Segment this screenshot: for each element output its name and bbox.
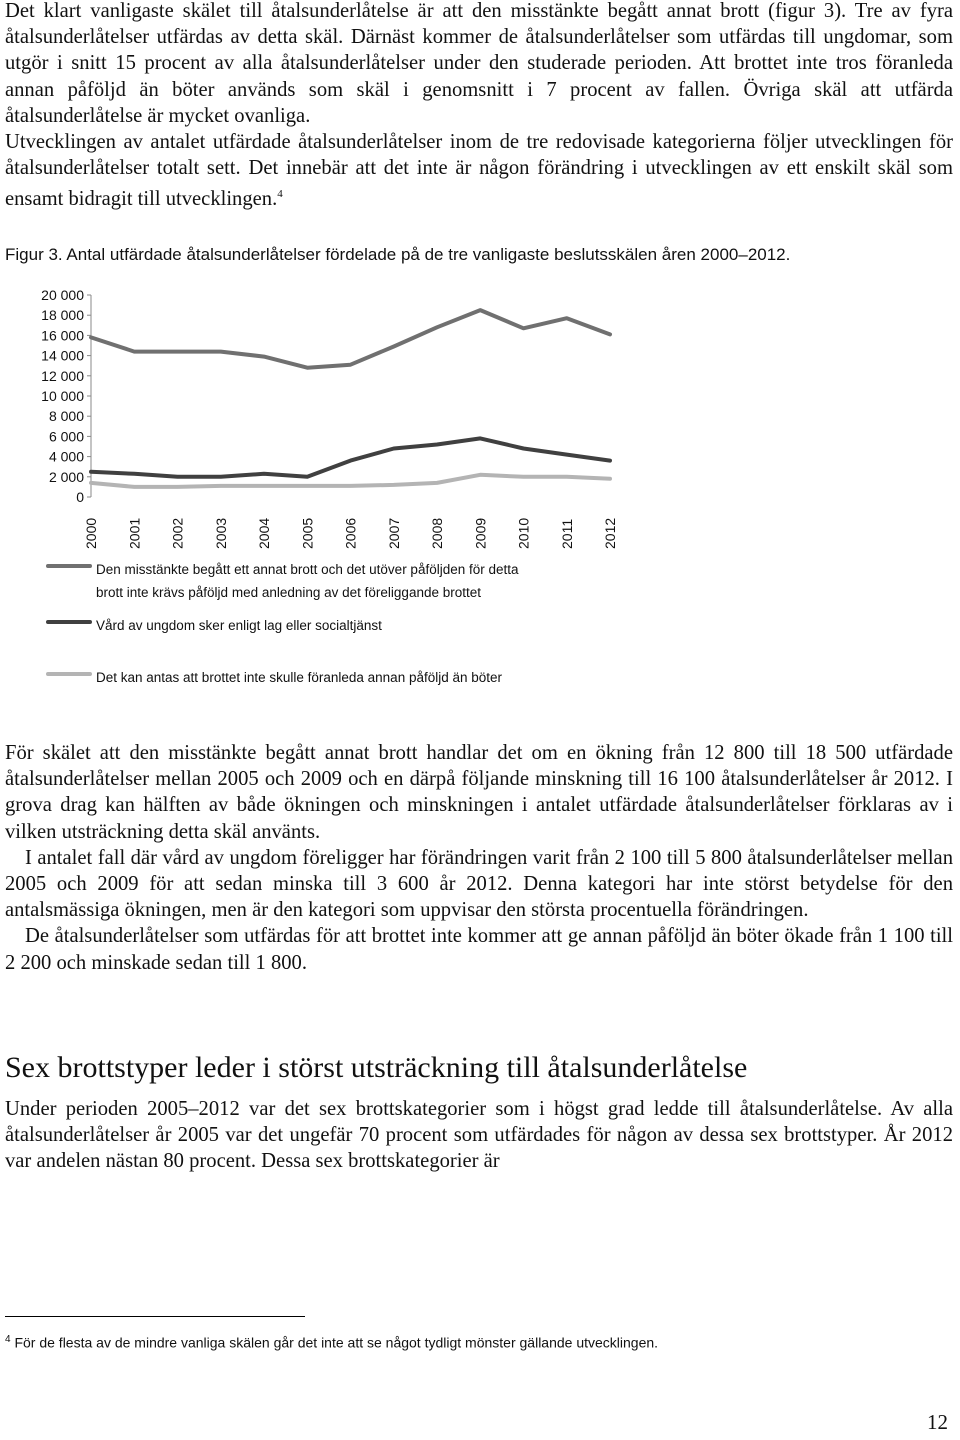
y-tick-label: 16 000 <box>41 327 84 344</box>
series-3-point <box>392 483 395 486</box>
intro-sentence-1: Det klart vanligaste skälet till åtalsunderlåtelse är att den misstänkte begått annat brott (figur 3). Tre av fyra åtalsunderlåtelser utfärdas av detta skäl. Därnäst kommer de åtalsunderlåtelser som utfärdas till ungdomar, som utgör i snitt 15 procent av alla åtalsunderlåtelser under den studerade perioden. Att brottet inte tros föranleda annan påföljd än böter används som skäl i genomsnitt i 7 procent av fallen. Övriga skäl att utfärda åtalsunderlåtelse är mycket ovanliga. <box>5 0 953 127</box>
legend-label-1: Den misstänkte begått ett annat brott och det utöver påföljden för detta <box>96 562 519 577</box>
series-2-point <box>306 475 309 478</box>
series-3-point <box>133 485 136 488</box>
x-tick-label: 2006 <box>342 517 359 549</box>
series-2-point <box>219 475 222 478</box>
x-tick-label: 2009 <box>472 517 489 549</box>
footnote <box>5 1330 658 1353</box>
footnote-reference: 4 <box>277 188 283 201</box>
series-3-point <box>479 473 482 476</box>
figure-caption: Figur 3. Antal utfärdade åtalsunderlåtelser fördelade på de tre vanligaste beslutsskälen åren 2000–2012. <box>5 245 791 264</box>
series-2-point <box>522 447 525 450</box>
series-1-point <box>133 350 136 353</box>
y-tick-label: 2 000 <box>48 468 84 485</box>
series-3-point <box>306 484 309 487</box>
series-2-point <box>263 472 266 475</box>
series-3-point <box>219 484 222 487</box>
series-3-point <box>176 485 179 488</box>
footnote-divider <box>5 1316 305 1317</box>
series-3-point <box>90 481 93 484</box>
series-2-point <box>90 470 93 473</box>
y-tick-label: 0 <box>76 489 84 505</box>
legend-label-3: Det kan antas att brottet inte skulle föranleda annan påföljd än böter <box>96 670 503 685</box>
page-number: 12 <box>927 1410 948 1434</box>
analysis-sentence-2: I antalet fall där vård av ungdom föreligger har förändringen varit från 2 100 till 5 800 åtalsunderlåtelser mellan 2005 och 2009 för att sedan minska till 3 600 år 2012. Denna kategori har inte störst betydelse för den antalsmässiga ökningen, men är den kategori som uppvisar den största procentuella förändringen. <box>5 846 953 922</box>
series-1-point <box>306 366 309 369</box>
series-1-point <box>609 333 612 336</box>
analysis-sentence-1: För skälet att den misstänkte begått annat brott handlar det om en ökning från 12 800 till 18 500 utfärdade åtalsunderlåtelser mellan 2005 och 2009 och en därpå följande minskning till 16 100 åtalsunderlåtelser år 2012. I grova drag kan hälften av både ökningen och minskningen i antalet utfärdade åtalsunderlåtelser förklaras av i vilken utsträckning detta skäl använts. <box>5 742 953 843</box>
series-3-point <box>609 477 612 480</box>
series-2-point <box>436 443 439 446</box>
legend-label-1: brott inte krävs påföljd med anledning av det föreliggande brottet <box>96 585 481 600</box>
y-tick-label: 8 000 <box>48 408 84 425</box>
series-1-point <box>392 345 395 348</box>
series-2-point <box>392 447 395 450</box>
series-1-point <box>436 326 439 329</box>
series-2-point <box>176 475 179 478</box>
series-1-point <box>219 350 222 353</box>
series-1-point <box>565 317 568 320</box>
series-3-point <box>436 481 439 484</box>
footnote-text: För de flesta av de mindre vanliga skälen går det inte att se något tydligt mönster gällande utvecklingen. <box>14 1334 659 1351</box>
series-1-point <box>263 355 266 358</box>
series-line-2 <box>91 438 610 476</box>
x-tick-label: 2001 <box>126 517 143 549</box>
analysis-paragraph <box>5 740 953 976</box>
x-tick-label: 2005 <box>299 517 316 549</box>
x-tick-label: 2011 <box>558 518 575 549</box>
x-tick-label: 2004 <box>256 517 272 549</box>
intro-paragraph <box>5 0 953 212</box>
y-tick-label: 12 000 <box>41 367 84 384</box>
legend-label-2: Vård av ungdom sker enligt lag eller socialtjänst <box>96 618 382 633</box>
intro-sentence-2: Utvecklingen av antalet utfärdade åtalsunderlåtelser inom de tre redovisade kategorierna följer utvecklingen för åtalsunderlåtelser totalt sett. Det innebär att det inte är någon förändring i utvecklingen av ett enskilt skäl som ensamt bidragit till utvecklingen. <box>5 131 953 211</box>
section-body: Under perioden 2005–2012 var det sex brottskategorier som i högst grad ledde till åtalsunderlåtelse. Av alla åtalsunderlåtelser år 2005 var det ungefär 70 procent som utfärdades för någon av dessa sex brottstyper. År 2012 var andelen nästan 80 procent. Dessa sex brottskategorier är <box>5 1098 953 1173</box>
x-tick-label: 2010 <box>515 517 532 549</box>
series-1-point <box>176 350 179 353</box>
y-tick-label: 4 000 <box>48 448 84 465</box>
y-tick-label: 18 000 <box>41 307 84 324</box>
series-2-point <box>479 437 482 440</box>
analysis-sentence-3: De åtalsunderlåtelser som utfärdas för att brottet inte kommer att ge annan påföljd än böter ökade från 1 100 till 2 200 och minskade sedan till 1 800. <box>5 925 953 974</box>
series-2-point <box>565 453 568 456</box>
y-tick-label: 20 000 <box>41 287 84 303</box>
series-2-point <box>133 472 136 475</box>
series-3-point <box>565 475 568 478</box>
line-chart <box>0 282 960 722</box>
series-3-point <box>349 484 352 487</box>
series-1-point <box>522 327 525 330</box>
footnote-number: 4 <box>5 1334 11 1345</box>
series-3-point <box>263 484 266 487</box>
series-2-point <box>349 459 352 462</box>
series-1-point <box>349 363 352 366</box>
x-tick-label: 2003 <box>212 517 229 549</box>
x-tick-label: 2002 <box>169 517 186 549</box>
y-tick-label: 14 000 <box>41 347 84 364</box>
x-tick-label: 2012 <box>602 517 618 549</box>
y-tick-label: 10 000 <box>41 388 84 404</box>
x-tick-label: 2000 <box>83 517 99 549</box>
x-tick-label: 2008 <box>429 517 445 549</box>
series-3-point <box>522 475 525 478</box>
series-1-point <box>90 336 93 339</box>
x-tick-label: 2007 <box>385 517 402 549</box>
series-line-1 <box>91 310 610 368</box>
series-2-point <box>609 459 612 462</box>
section-heading: Sex brottstyper leder i störst utsträckning till åtalsunderlåtelse <box>5 1051 748 1084</box>
series-1-point <box>479 309 482 312</box>
y-tick-label: 6 000 <box>48 428 84 445</box>
